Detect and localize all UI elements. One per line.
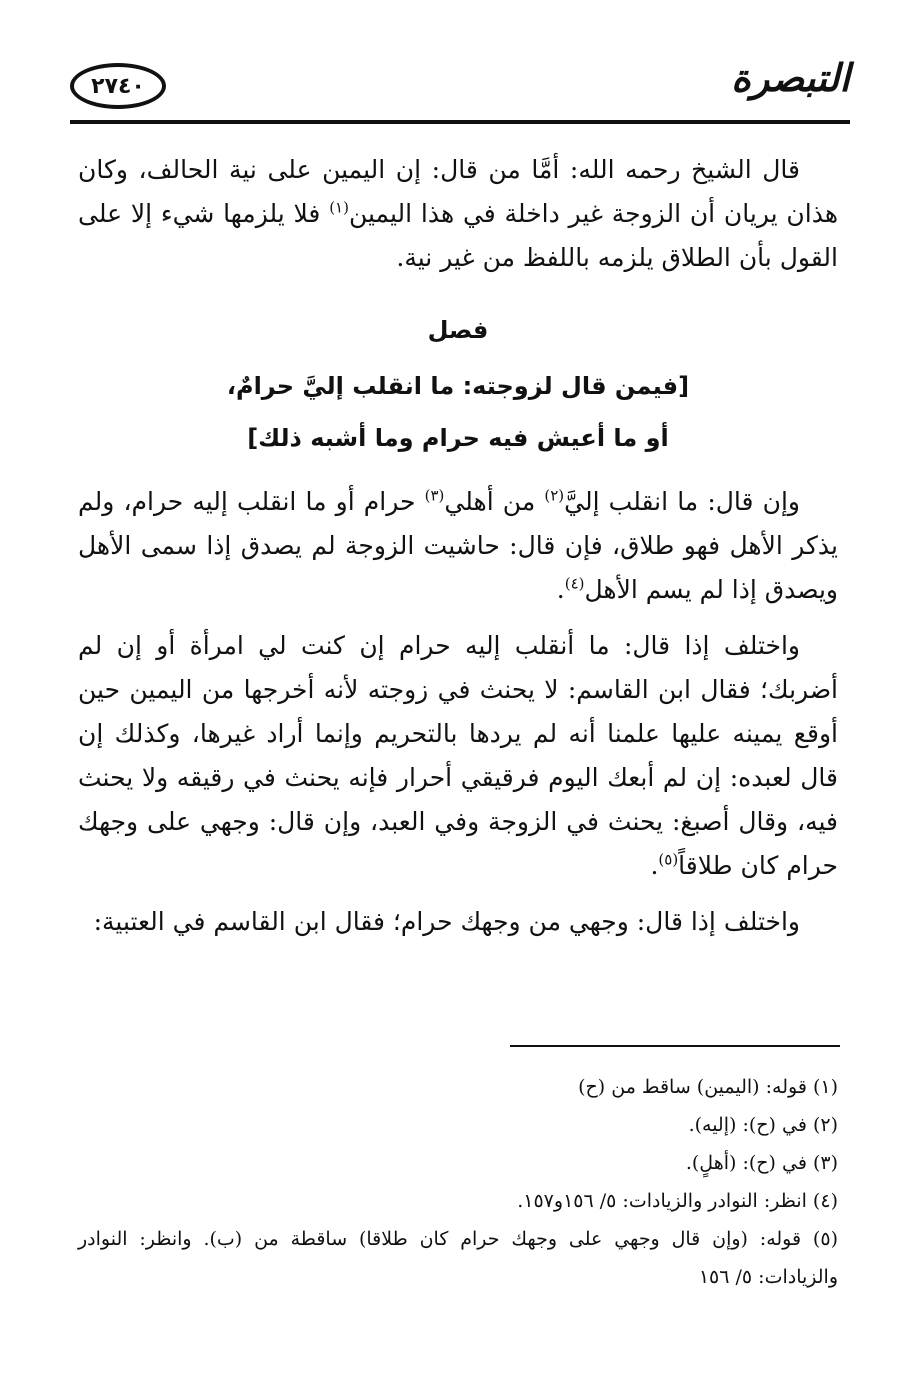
- paragraph-text: حرام أو ما انقلب إليه حرام، ولم يذكر الأهل فهو طلاق، فإن قال: حاشيت الزوجة لم يصدق إذا سمى الأهل ويصدق إذا لم يسم الأهل: [78, 487, 838, 604]
- footnote-1: (١) قوله: (اليمين) ساقط من (ح): [578, 1076, 838, 1098]
- paragraph-4: واختلف إذا قال: وجهي من وجهك حرام؛ فقال ابن القاسم في العتبية:: [93, 907, 800, 936]
- footnote-4: (٤) انظر: النوادر والزيادات: ٥/ ١٥٦و١٥٧.: [517, 1190, 838, 1212]
- book-title: التبصرة: [731, 55, 850, 100]
- footnotes: [78, 1068, 838, 1296]
- paragraph-text: فلا يلزمها شيء إلا على القول بأن الطلاق يلزمه باللفظ من غير نية.: [78, 199, 838, 272]
- footnote-ref: (١): [329, 198, 349, 217]
- footnote-2: (٢) في (ح): (إليه).: [688, 1114, 838, 1136]
- section-title: فصل: [427, 316, 489, 344]
- paragraph-text: .: [650, 851, 659, 880]
- paragraph-text: قال الشيخ رحمه الله: أمَّا من قال: إن اليمين على نية الحالف، وكان هذان يريان أن الزوجة غير داخلة في هذا اليمين: [78, 155, 839, 228]
- footnote-ref: (٤): [564, 574, 585, 593]
- footnote-3: (٣) في (ح): (أهلٍ).: [685, 1152, 838, 1174]
- footnote-5: (٥) قوله: (وإن قال وجهي على وجهك حرام كان طلاقا) ساقطة من (ب). وانظر: النوادر والزيادات: ٥/ ١٥٦: [78, 1228, 838, 1288]
- paragraph-1: [78, 148, 838, 280]
- footnote-ref: (٣): [424, 486, 445, 505]
- section-subtitle: [78, 360, 838, 464]
- footnote-ref: (٢): [544, 486, 565, 505]
- main-text: [78, 148, 838, 956]
- paragraph-3: [78, 624, 838, 888]
- paragraph-text: وإن قال: ما انقلب إليَّ: [564, 487, 801, 516]
- paragraph-text: .: [556, 575, 565, 604]
- paragraph-2: [78, 480, 838, 612]
- section-subtitle-line-2: أو ما أعيش فيه حرام وما أشبه ذلك]: [247, 424, 669, 452]
- page-header: [70, 55, 850, 125]
- footnote-ref: (٥): [658, 850, 679, 869]
- page-number: ٢٧٤٠: [91, 73, 145, 99]
- footnote-rule: [510, 1045, 840, 1047]
- section-subtitle-line-1: [فيمن قال لزوجته: ما انقلب إليَّ حرامٌ،: [226, 372, 690, 400]
- page-number-badge: [70, 63, 166, 109]
- paragraph-text: واختلف إذا قال: ما أنقلب إليه حرام إن كنت لي امرأة أو إن لم أضربك؛ فقال ابن القاسم: لا يحنث في زوجته لأنه أخرجها من اليمين حين أوقع يمينه عليها علمنا أنه لم يردها بالتحريم وإنما أراد غيرها، وكذلك إن قال لعبده: إن لم أبعك اليوم فرقيقي أحرار فإنه يحنث في رقيقه ولا يحنث فيه، وقال أصبغ: يحنث في الزوجة وفي العبد، وإن قال: وجهي على وجهك حرام كان طلاقاً: [78, 631, 838, 880]
- paragraph-text: من أهلي: [444, 487, 545, 516]
- header-rule: [70, 120, 850, 124]
